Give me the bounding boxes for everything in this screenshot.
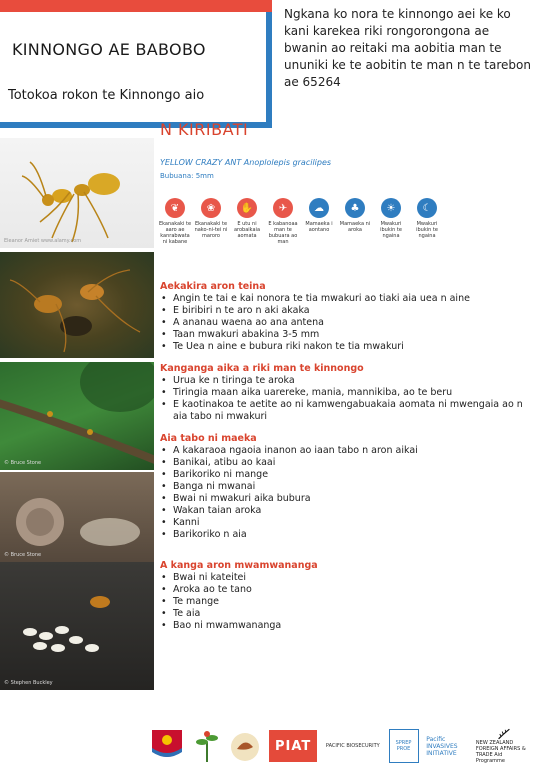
- header-accent-bar: [0, 0, 272, 12]
- section-spread: [160, 560, 534, 632]
- icon-cell: [340, 198, 370, 245]
- section-identification: [160, 281, 534, 353]
- icon-cell: [160, 198, 190, 245]
- icon-cell: [196, 198, 226, 245]
- plant-icon: ❀: [201, 198, 221, 218]
- moon-icon: ☾: [417, 198, 437, 218]
- photo-credit: © Bruce Stone: [4, 552, 42, 558]
- bird-logo: [229, 729, 261, 763]
- section-title: Kanganga aika a riki man te kinnongo: [160, 363, 364, 374]
- list-item: • E biribiri n te aro n aki akaka: [160, 305, 534, 317]
- icon-label: Mwakuri ibukin te ngaina: [380, 221, 402, 239]
- section-title: A kanga aron mwamwananga: [160, 560, 318, 571]
- fern-icon: [493, 728, 515, 740]
- list-item: • Aroka ao te tano: [160, 584, 534, 596]
- icon-label: E utu ni arobaikaia aomata: [233, 221, 261, 239]
- list-item: • Bwai ni mwakuri aika bubura: [160, 493, 534, 505]
- page-subtitle: Totokoa rokon te Kinnongo aio: [8, 88, 205, 103]
- plant-logo: [192, 728, 222, 764]
- page-title: KINNONGO AE BABOBO: [12, 40, 206, 59]
- section-problems: [160, 363, 534, 423]
- list-item: • E kaotinakoa te aetite ao ni kamwengabuakaia aomata ni mwengaia ao n aia tabo ni mwakuri: [160, 399, 534, 423]
- bullet-list: [160, 293, 534, 353]
- icon-cell: [268, 198, 298, 245]
- footer-logos: [0, 712, 540, 780]
- photo-credit: Eleanor Amiet www.alamy.com: [4, 238, 82, 244]
- language-heading: N KIRIBATI: [160, 120, 249, 139]
- photo-ant-larvae: [0, 562, 154, 690]
- list-item: • A kakaraoa ngaoia inanon ao iaan tabo n aron aikai: [160, 445, 534, 457]
- icon-cell: [376, 198, 406, 245]
- ant-colony-illustration: [0, 252, 154, 358]
- icon-cell: [304, 198, 334, 245]
- list-item: • Barikoriko ni mange: [160, 469, 534, 481]
- photo-credit: © Bruce Stone: [4, 460, 42, 466]
- hand-icon: ✋: [237, 198, 257, 218]
- icon-cell: [412, 198, 442, 245]
- list-item: • Banikai, atibu ao kaai: [160, 457, 534, 469]
- species-size: Bubuana: 5mm: [160, 172, 214, 180]
- list-item: • Barikoriko n aia: [160, 529, 534, 541]
- list-item: • Te mange: [160, 596, 534, 608]
- photo-single-ant: [0, 138, 154, 248]
- header-panel: [0, 0, 272, 128]
- pacific-invasives-logo: Pacific INVASIVES INITIATIVE: [426, 735, 458, 757]
- island-icon: ☁: [309, 198, 329, 218]
- photo-ants-on-branch: [0, 362, 154, 470]
- lungs-icon: ❦: [165, 198, 185, 218]
- sprep-logo: SPREP PROE: [389, 729, 419, 763]
- list-item: • Te Uea n aine e bubura riki nakon te tia mwakuri: [160, 341, 534, 353]
- list-item: • Taan mwakuri abakina 3-5 mm: [160, 329, 534, 341]
- icon-cell: [232, 198, 262, 245]
- piat-logo: PIAT: [269, 730, 317, 762]
- icon-label: Mamaeka ni aroka: [339, 221, 371, 233]
- list-item: • Angin te tai e kai nonora te tia mwakuri ao tiaki aia uea n aine: [160, 293, 534, 305]
- impact-icon-row: [160, 198, 442, 245]
- list-item: • Tiringia maan aika uarereke, mania, mannikiba, ao te beru: [160, 387, 534, 399]
- ant-illustration: [0, 138, 154, 248]
- list-item: • Bwai ni kateitei: [160, 572, 534, 584]
- icon-label: E kabanoaa man te bubuara ao man: [268, 221, 298, 245]
- icon-label: Mamaeka i aontano: [305, 221, 333, 233]
- bullet-list: [160, 445, 534, 541]
- bullet-list: [160, 572, 534, 632]
- tree-icon: ♣: [345, 198, 365, 218]
- photo-ants-on-snail: [0, 472, 154, 562]
- section-habitat: [160, 433, 534, 541]
- list-item: • Urua ke n tiringa te aroka: [160, 375, 534, 387]
- list-item: • Banga ni mwanai: [160, 481, 534, 493]
- list-item: • Bao ni mwamwananga: [160, 620, 534, 632]
- larvae-illustration: [0, 562, 154, 690]
- intro-text: Ngkana ko nora te kinnongo aei ke ko kani karekea riki rongorongona ae bwanin ao reitaki ma aobitia man te ununiki ke te aobitin te man n te tarebon ae 65264: [284, 7, 531, 89]
- kiribati-seal-logo: [150, 728, 184, 764]
- bullet-list: [160, 375, 534, 423]
- bird-icon: ✈: [273, 198, 293, 218]
- list-item: • Kanni: [160, 517, 534, 529]
- photo-credit: © Stephen Buckley: [4, 680, 53, 686]
- nz-aid-logo: [476, 728, 532, 764]
- snail-illustration: [0, 472, 154, 562]
- list-item: • Wakan taian aroka: [160, 505, 534, 517]
- list-item: • Te aia: [160, 608, 534, 620]
- branch-illustration: [0, 362, 154, 470]
- pacific-biosecurity-logo: PACIFIC BIOSECURITY: [325, 743, 380, 749]
- section-title: Aia tabo ni maeka: [160, 433, 257, 444]
- list-item: • A ananau waena ao ana antena: [160, 317, 534, 329]
- icon-label: Ekanakaki te nako-ni-tei ni maroro: [194, 221, 228, 239]
- icon-label: Mwakuri ibukin te ngaina: [416, 221, 438, 239]
- nz-aid-text: NEW ZEALAND FOREIGN AFFAIRS & TRADE Aid Programme: [475, 740, 526, 764]
- species-name: YELLOW CRAZY ANT Anoplolepis gracilipes: [160, 158, 332, 167]
- sun-icon: ☀: [381, 198, 401, 218]
- icon-label: Ekanakaki te aaro ae kanrabwata ni kabane: [158, 221, 192, 245]
- photo-ant-colony: [0, 252, 154, 358]
- section-title: Aekakira aron teina: [160, 281, 266, 292]
